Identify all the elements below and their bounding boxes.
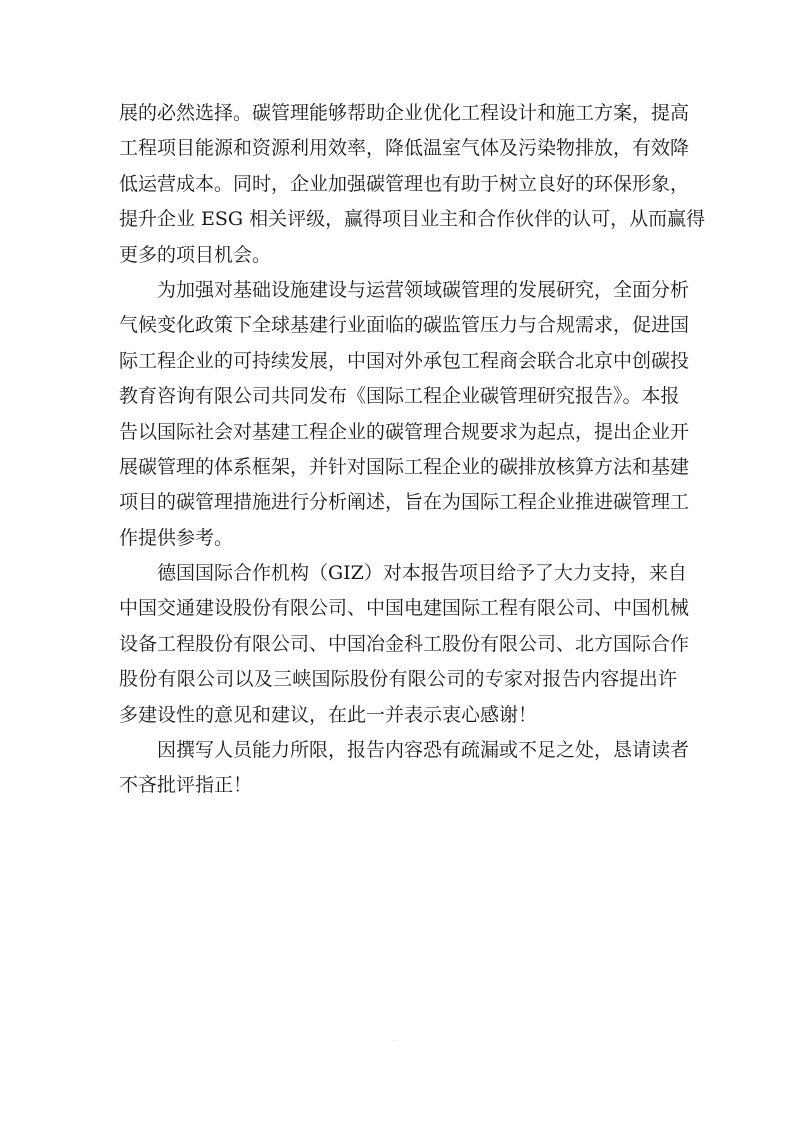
- text-line: 教育咨询有限公司共同发布《国际工程企业碳管理研究报告》。本报: [119, 385, 680, 408]
- text-line: 更多的项目机会。: [119, 243, 272, 266]
- text-line: 不吝批评指正！: [119, 774, 253, 797]
- text-line: 作提供参考。: [119, 526, 234, 549]
- text-line: 低运营成本。同时，企业加强碳管理也有助于树立良好的环保形象，: [119, 172, 690, 195]
- text-line: 展的必然选择。碳管理能够帮助企业优化工程设计和施工方案，提高: [119, 102, 690, 124]
- paragraph-3: [119, 556, 690, 733]
- document-body: [119, 96, 706, 804]
- text-line: 中国交通建设股份有限公司、中国电建国际工程有限公司、中国机械: [119, 597, 690, 620]
- text-line: 设备工程股份有限公司、中国冶金科工股份有限公司、北方国际合作: [119, 632, 690, 655]
- text-line: 气候变化政策下全球基建行业面临的碳监管压力与合规需求，促进国: [119, 314, 690, 337]
- paragraph-2: [119, 273, 690, 556]
- text-line: 多建设性的意见和建议，在此一并表示衷心感谢！: [119, 703, 538, 726]
- text-line: 提升企业 ESG 相关评级，赢得项目业主和合作伙伴的认可，从而赢得: [119, 208, 706, 231]
- text-line: 为加强对基础设施建设与运营领域碳管理的发展研究，全面分析: [157, 278, 690, 301]
- text-line: 工程项目能源和资源利用效率，降低温室气体及污染物排放，有效降: [119, 137, 690, 160]
- paragraph-4: [119, 733, 690, 804]
- text-line: 展碳管理的体系框架，并针对国际工程企业的碳排放核算方法和基建: [119, 455, 690, 478]
- text-line: 际工程企业的可持续发展，中国对外承包工程商会联合北京中创碳投: [119, 349, 690, 372]
- text-line: 告以国际社会对基建工程企业的碳管理合规要求为起点，提出企业开: [119, 420, 690, 443]
- text-line: 德国国际合作机构（GIZ）对本报告项目给予了大力支持，来自: [157, 562, 687, 585]
- paragraph-1: [119, 96, 706, 273]
- text-line: 项目的碳管理措施进行分析阐述，旨在为国际工程企业推进碳管理工: [119, 491, 690, 514]
- text-line: 因撰写人员能力所限，报告内容恐有疏漏或不足之处，恳请读者: [157, 739, 690, 762]
- footer-mark: …: [392, 1036, 398, 1043]
- text-line: 股份有限公司以及三峡国际股份有限公司的专家对报告内容提出许: [119, 668, 677, 691]
